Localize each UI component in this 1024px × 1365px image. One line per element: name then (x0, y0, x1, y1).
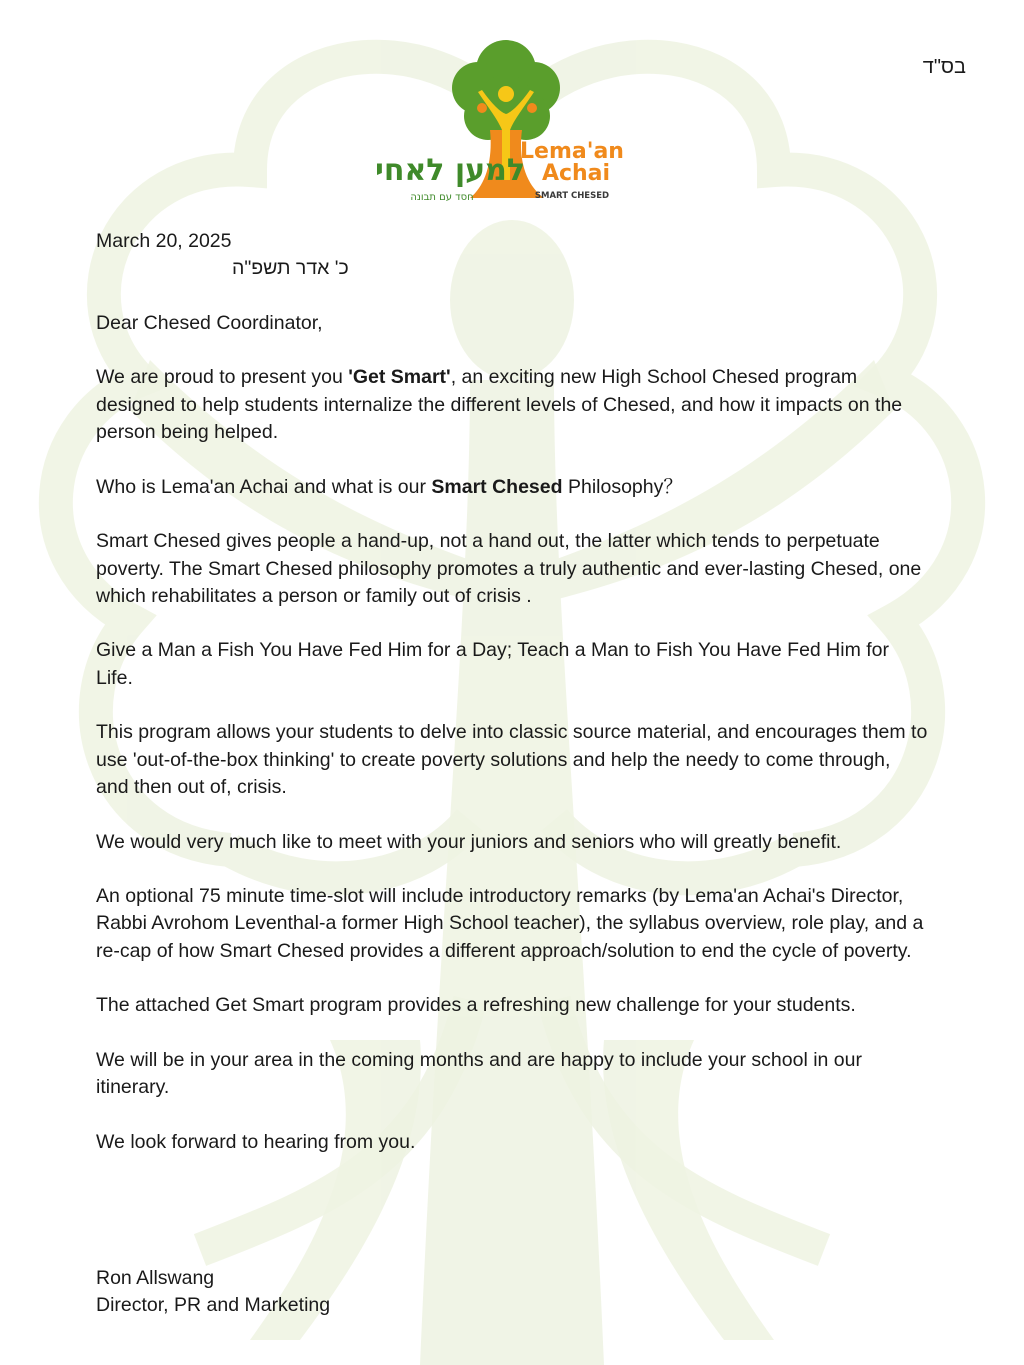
letter-paragraph-proverb: Give a Man a Fish You Have Fed Him for a Day; Teach a Man to Fish You Have Fed Him for Life. (96, 639, 890, 689)
letter-paragraph-timeslot: An optional 75 minute time-slot will include introductory remarks (by Lema'an Achai's Director, Rabbi Avrohom Leventhal-a former High School teacher), the syllabus overview, role play, and a re-cap of how Smart Chesed provides a different approach/solution to end the cycle of poverty. (96, 885, 924, 962)
logo-hebrew-tagline: חסד עם תבונה (410, 192, 474, 203)
question-text-after: Philosophy？ (562, 475, 683, 498)
philosophy-name: Smart Chesed (431, 475, 563, 498)
letter-greeting: Dear Chesed Coordinator, (96, 311, 323, 334)
signature-name: Ron Allswang (96, 1267, 215, 1289)
logo-english-tagline: SMART CHESED (534, 191, 610, 201)
program-name: 'Get Smart' (348, 366, 451, 389)
signature-block (96, 1265, 330, 1320)
letter-paragraph-visit: We will be in your area in the coming months and are happy to include your school in our itinerary. (96, 1048, 862, 1099)
letter-paragraph-program: This program allows your students to delve into classic source material, and encourages them to use 'out-of-the-box thinking' to create poverty solutions and help the needy to come through, and then out of, crisis. (96, 721, 928, 798)
letter-paragraph-closing: We look forward to hearing from you. (96, 1130, 416, 1153)
letter-hebrew-date: כ' אדר תשפ"ה (232, 257, 349, 280)
letter-paragraph-question (96, 474, 928, 501)
question-text-before: Who is Lema'an Achai and what is our (96, 475, 432, 498)
logo-english-line1: Lema'an (520, 139, 624, 164)
intro-text-after: , an exciting new High School Chesed program designed to help students internalize the different levels of Chesed, and how it impacts on the person being helped. (96, 366, 903, 444)
signature-title: Director, PR and Marketing (96, 1294, 331, 1317)
letter-paragraph-challenge: The attached Get Smart program provides a refreshing new challenge for your students. (96, 994, 856, 1017)
bsd-header: בס"ד (922, 56, 966, 78)
logo-hebrew-name: למען לאחי (374, 153, 526, 188)
letter-date: March 20, 2025 (96, 230, 232, 252)
intro-text-before: We are proud to present you (96, 366, 349, 389)
letter-paragraph-philosophy: Smart Chesed gives people a hand-up, not a hand out, the latter which tends to perpetuate poverty. The Smart Chesed philosophy promotes a truly authentic and ever-lasting Chesed, one which rehabilitates a person or family out of crisis . (96, 530, 922, 607)
letter-paragraph-meeting: We would very much like to meet with your juniors and seniors who will greatly benefit. (96, 830, 842, 853)
logo-english-line2: Achai (541, 161, 611, 186)
letter-body (96, 228, 928, 1183)
letter-paragraph-intro (96, 364, 928, 446)
lemaan-achai-logo (374, 30, 624, 210)
